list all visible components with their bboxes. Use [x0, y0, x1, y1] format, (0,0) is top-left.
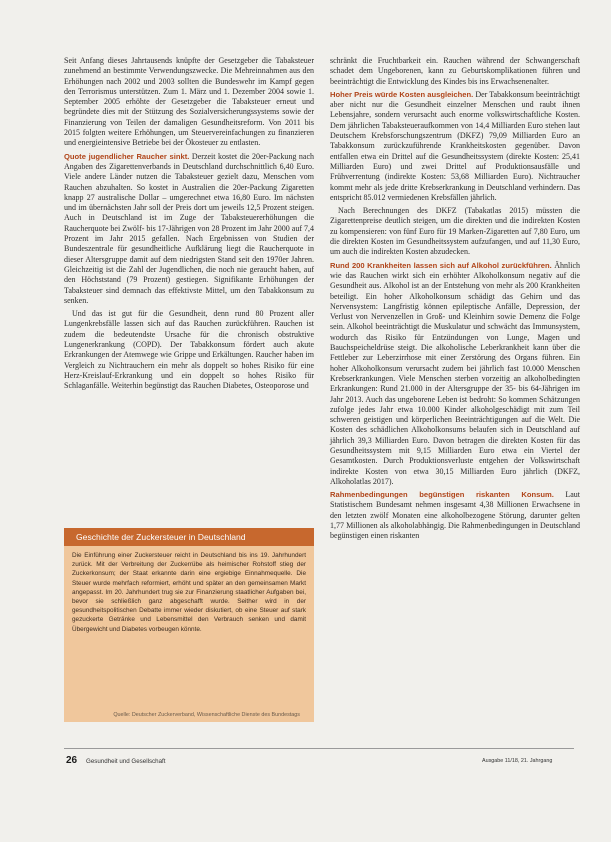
paragraph-lead: Rahmenbedingungen begünstigen riskanten Konsum.	[330, 490, 554, 500]
paragraph	[64, 309, 314, 391]
left-column	[64, 56, 314, 395]
info-box-text: Die Einführung einer Zuckersteuer reicht in Deutschland bis ins 19. Jahrhundert zurück. Mit der Verbreitung der Zuckerrübe als heimischer Rohstoff stieg der Zuckerkonsum; der Staat erkannte darin eine ergiebige Einnahmequelle. Die Steuer wurde mehrfach reformiert, erhöht und später an den gemeinsamen Markt angepasst. Im 20. Jahrhundert trug sie zur Finanzierung staatlicher Aufgaben bei, bevor sie schließlich ganz abgeschafft wurde. Seither wird in der gesundheitspolitischen Debatte immer wieder diskutiert, ob eine Steuer auf stark gezuckerte Getränke und Lebensmittel den Verbrauch senken und damit Übergewicht und Diabetes vorbeugen könnte.	[72, 552, 306, 633]
paragraph-text: schränkt die Fruchtbarkeit ein. Rauchen während der Schwangerschaft schadet dem Ungeborenen, kann zu Geburtskomplikationen führen und beeinträchtigt die Entwicklung des Kindes bis ins Erwachsenenalter.	[330, 56, 580, 86]
paragraph-text: Der Tabakkonsum beeinträchtigt aber nicht nur die Gesundheit einzelner Menschen und raubt ihnen Lebensjahre, sondern verursacht auch enorme volkswirtschaftliche Kosten. Dem jährlichen Tabaksteueraufkommen von 14,4 Milliarden Euro stehen laut Deutschem Krebsforschungszentrum (DKFZ) 79,09 Milliarden Euro an Tabakkonsum zurückzuführende Krankheitskosten gegenüber. Davon entfallen etwa ein Drittel auf die Gesundheitssystem (direkte Kosten: 25,41 Milliarden Euro) und zwei Drittel auf Produktionsausfälle und Frühverrentung (indirekte Kosten: 53,68 Milliarden Euro). Nichtraucher kommt mehr als jede dritte Krebserkrankung in Deutschland verhindern. Das entspricht 85.012 vermiedenen Krebsfällen jährlich.	[330, 89, 581, 202]
info-box-source: Quelle: Deutscher Zuckerverband, Wissenschaftliche Dienste des Bundestags	[113, 712, 300, 718]
paragraph	[330, 206, 580, 257]
right-column	[330, 56, 580, 545]
section-name: Gesundheit und Gesellschaft	[86, 758, 166, 765]
paragraph	[64, 152, 314, 306]
paragraph-text: Und das ist gut für die Gesundheit, denn rund 80 Prozent aller Lungenkrebsfälle lassen sich auf das Rauchen zurückführen. Rauchen ist zudem die bedeutendste Ursache für die chronisch obstruktive Lungenerkrankung (COPD). Der Tabakkonsum fördert auch akute Erkrankungen der Atemwege wie Grippe und Erkältungen. Raucher haben im Vergleich zu Nichtrauchern ein mehr als doppelt so hohes Risiko für eine Herz-Kreislauf-Erkrankung und ein doppelt so hohes Risiko für Schlaganfälle. Weiterhin begünstigt das Rauchen Diabetes, Osteoporose und	[64, 309, 314, 391]
paragraph-lead: Rund 200 Krankheiten lassen sich auf Alkohol zurückführen.	[330, 260, 552, 270]
paragraph	[330, 90, 580, 203]
paragraph	[330, 490, 580, 541]
paragraph-text: Derzeit kostet die 20er-Packung nach Angaben des Zigarettenverbands in Deutschland durchschnittlich 6,40 Euro. Viele andere Länder nutzen die Tabaksteuer gezielt dazu, Menschen vom Rauchen abzuhalten. So kostet in Australien die 20er-Packung Zigaretten knapp 27 australische Dollar – umgerechnet etwa 16,80 Euro. Im nächsten und im übernächsten Jahr soll der Preis dort um jeweils 12,5 Prozent steigen. Auch in Deutschland ist im Zuge der Tabaksteuererhöhungen die Raucherquote bei Zwölf- bis 17-Jährigen von 28 Prozent im Jahr 2000 auf 7,4 Prozent im Jahr 2015 gefallen. Nach Ergebnissen von Studien der Bundeszentrale für gesundheitliche Aufklärung liegt die Raucherquote in dieser Altersgruppe damit auf dem niedrigsten Stand seit den 1970er Jahren. Gleichzeitig ist die Zahl der Jugendlichen, die noch nie geraucht haben, auf den Höchststand (79 Prozent) gestiegen. Signifikante Erhöhungen der Tabaksteuer sind demnach das effektivste Mittel, um den Tabakkonsum zu senken.	[64, 151, 314, 305]
info-box	[64, 528, 314, 722]
paragraph	[330, 261, 580, 488]
paragraph	[64, 56, 314, 149]
paragraph-text: Laut Statistischem Bundesamt nehmen insgesamt 4,38 Millionen Erwachsene in den letzten zwölf Monaten eine alkoholbezogene Störung, darunter gelten 1,77 Millionen als alkoholabhängig. Die Rahmenbedingungen in Deutschland begünstigen einen riskanten	[330, 490, 580, 541]
paragraph	[330, 56, 580, 87]
paragraph-text: Ähnlich wie das Rauchen wirkt sich ein erhöhter Alkoholkonsum negativ auf die Gesundheit aus. Alkohol ist an der Entstehung von mehr als 200 Krankheiten beteiligt. Ein hoher Alkoholkonsum schädigt das Gehirn und das Nervensystem: Langfristig können epileptische Anfälle, Depression, der Verlust von Nervenzellen in Groß- und Kleinhirn sowie Demenz die Folge sein. Alkohol beeinträchtigt die Muskulatur und schwächt das Immunsystem, wodurch das Risiko für Entzündungen von Lunge, Magen und Bauchspeicheldrüse steigt. Die alkoholische Leberkrankheit kann über die Fettleber zur Leberzirrhose mit einer Zerstörung des Organs führen. Ein hoher Alkoholkonsum verursacht zudem bei jährlich fast 10.000 Menschen Krebserkrankungen. Viele Menschen sterben vorzeitig an alkoholbedingten Erkrankungen: Rund 21.000 in der Altersgruppe der 35- bis 64-Jährigen im Jahr 2013. Auch das ungeborene Leben ist bedroht: So kommen Schätzungen zufolge jedes Jahr etwa 10.000 Kinder alkoholgeschädigt mit zum Teil schweren geistigen und körperlichen Beeinträchtigungen auf die Welt. Die Kosten des schädlichen Alkoholkonsums belaufen sich in Deutschland auf jährlich 39,3 Milliarden Euro. Davon betragen die direkten Kosten für das Gesundheitssystem mit 9,15 Milliarden Euro etwa ein Viertel der Gesamtkosten. Durch Produktionsverluste entgehen der Volkswirtschaft indirekte Kosten von etwa 30,15 Milliarden Euro jährlich (DKFZ, Alkoholatlas 2017).	[330, 260, 580, 486]
paragraph-text: Seit Anfang dieses Jahrtausends knüpfte der Gesetzgeber die Tabaksteuer zunehmend an bestimmte Verwendungszwecke. Die Mehreinnahmen aus den Erhöhungen nach 2002 und 2003 sollten die Bundeswehr im Kampf gegen den Terrorismus unterstützen. Zum 1. März und 1. Dezember 2004 sowie 1. September 2005 erhöhte der Gesetzgeber die Tabaksteuer erneut und begründete dies mit der Stützung des Sozialversicherungssystems sowie der Finanzierung von Teilen der damaligen Gesundheitsreform. Von 2011 bis 2015 folgten weitere Erhöhungen, um Steuervereinfachungen zu finanzieren und energieintensive Betriebe bei der Ökosteuer zu entlasten.	[64, 56, 314, 148]
footer-divider	[64, 748, 574, 749]
info-box-title: Geschichte der Zuckersteuer in Deutschland	[64, 528, 314, 546]
paragraph-lead: Hoher Preis würde Kosten ausgleichen.	[330, 89, 474, 99]
paragraph-text: Nach Berechnungen des DKFZ (Tabakatlas 2015) müssten die Zigarettenpreise deutlich steigen, um die direkten und die indirekten Kosten zu kompensieren: von fünf Euro für 19 Marken-Zigaretten auf 7,80 Euro, um die direkten Kosten im Gesundheitssystem aufzufangen, und auf 11,30 Euro, um auch die indirekten Kosten abzudecken.	[330, 206, 580, 257]
paragraph-lead: Quote jugendlicher Raucher sinkt.	[64, 151, 190, 161]
page-number: 26	[66, 755, 78, 766]
issue-label: Ausgabe 11/18, 21. Jahrgang	[482, 758, 553, 764]
